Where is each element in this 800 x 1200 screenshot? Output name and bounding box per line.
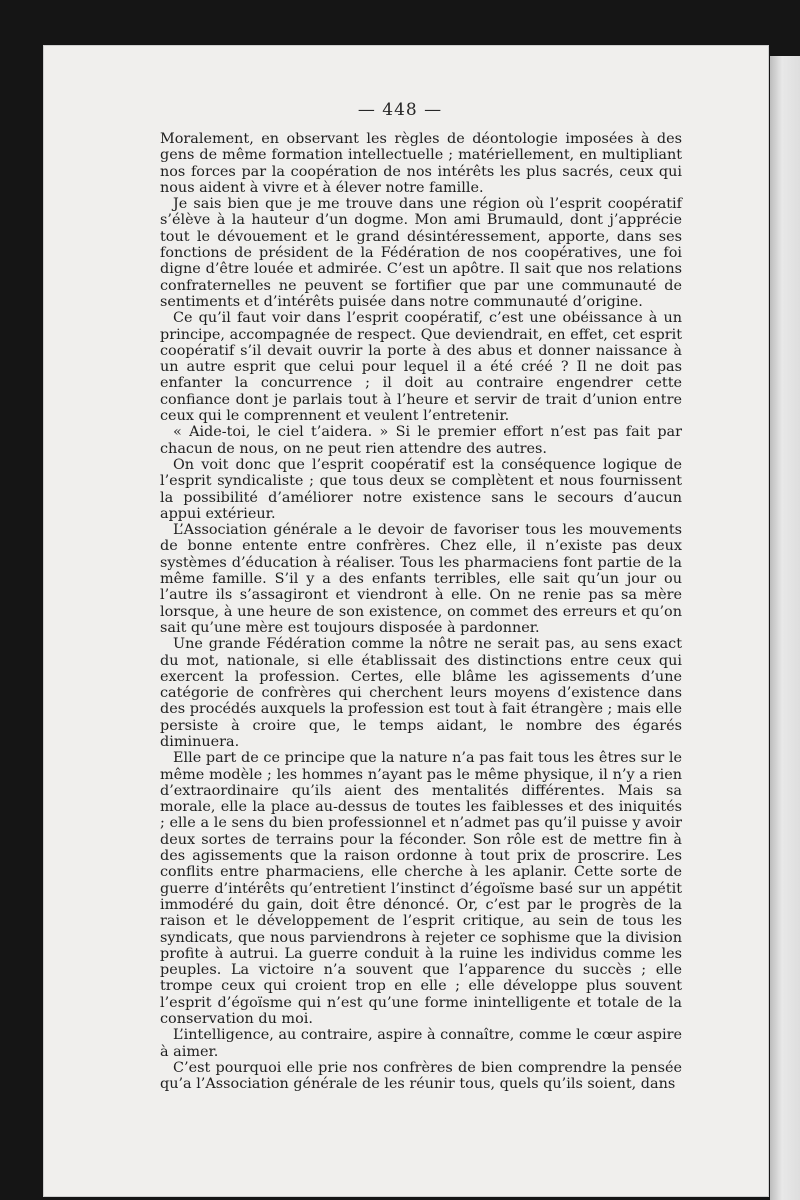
body-text [160, 131, 682, 1093]
paragraph: L’Association générale a le devoir de favoriser tous les mouvements de bonne entente entre confrères. Chez elle, il n’existe pas deux systèmes d’éducation à réaliser. Tous les pharmaciens font partie de la même famille. S’il y a des enfants terribles, elle sait qu’un jour ou l’autre ils s’assagiront et viendront à elle. On ne renie pas sa mère lorsque, à une heure de son existence, on commet des erreurs et qu’on sait qu’une mère est toujours disposée à pardonner. [160, 522, 682, 636]
paragraph: Je sais bien que je me trouve dans une région où l’esprit coopératif s’élève à la hauteur d’un dogme. Mon ami Brumauld, dont j’apprécie tout le dévouement et le grand désintéressement, apporte, dans ses fonctions de président de la Fédération de nos coopératives, une foi digne d’être louée et admirée. C’est un apôtre. Il sait que nos relations confraternelles ne peuvent se fortifier que par une communauté de sentiments et d’intérêts puisée dans notre communauté d’origine. [160, 196, 682, 310]
paragraph: Moralement, en observant les règles de déontologie imposées à des gens de même formation intellectuelle ; matériellement, en multipliant nos forces par la coopération de nos intérêts les plus sacrés, ceux qui nous aident à vivre et à élever notre famille. [160, 131, 682, 196]
paragraph: On voit donc que l’esprit coopératif est la conséquence logique de l’esprit syndicaliste ; que tous deux se complètent et nous fournissent la possibilité d’améliorer notre existence sans le secours d’aucun appui extérieur. [160, 456, 682, 522]
paragraph: Elle part de ce principe que la nature n’a pas fait tous les êtres sur le même modèle ; les hommes n’ayant pas le même physique, il n’y a rien d’extraordinaire qu’ils aient des mentalités différentes. Mais sa morale, elle la place au-dessus de toutes les faiblesses et des iniquités ; elle a le sens du bien professionnel et n’admet pas qu’il puisse y avoir deux sortes de terrains pour la féconder. Son rôle est de mettre fin à des agissements que la raison ordonne à tout prix de proscrire. Les conflits entre pharmaciens, elle cherche à les aplanir. Cette sorte de guerre d’intérêts qu’entretient l’instinct d’égoïsme basé sur un appétit immodéré du gain, doit être dénoncé. Or, c’est par le progrès de la raison et le développement de l’esprit critique, au sein de tous les syndicats, que nous parviendrons à rejeter ce sophisme que la division profite à autrui. La guerre conduit à la ruine les individus comme les peuples. La victoire n’a souvent que l’apparence du succès ; elle trompe ceux qui croient trop en elle ; elle développe plus souvent l’esprit d’égoïsme qui n’est qu’une forme inintelligente et totale de la conservation du moi. [160, 750, 682, 1028]
page-number: — 448 — [357, 100, 443, 120]
paragraph: C’est pourquoi elle prie nos confrères de bien comprendre la pensée qu’a l’Association générale de les réunir tous, quels qu’ils soient, dans [160, 1059, 682, 1093]
paragraph: Ce qu’il faut voir dans l’esprit coopératif, c’est une obéissance à un principe, accompagnée de respect. Que deviendrait, en effet, cet esprit coopératif s’il devait ouvrir la porte à des abus et donner naissance à un autre esprit que celui pour lequel il a été créé ? Il ne doit pas enfanter la concurrence ; il doit au contraire engendrer cette confiance dont je parlais tout à l’heure et servir de trait d’union entre ceux qui le comprennent et veulent l’entretenir. [160, 310, 682, 425]
paragraph: « Aide-toi, le ciel t’aidera. » Si le premier effort n’est pas fait par chacun de nous, on ne peut rien attendre des autres. [160, 424, 682, 457]
paragraph: L’intelligence, au contraire, aspire à connaître, comme le cœur aspire à aimer. [160, 1027, 682, 1060]
next-page-edge [770, 56, 800, 1200]
paragraph: Une grande Fédération comme la nôtre ne serait pas, au sens exact du mot, nationale, si elle établissait des distinctions entre ceux qui exercent la profession. Certes, elle blâme les agissements d’une catégorie de confrères qui cherchent leurs moyens d’existence dans des procédés auxquels la profession est tout à fait étrangère ; mais elle persiste à croire que, le temps aidant, le nombre des égarés diminuera. [160, 636, 682, 750]
